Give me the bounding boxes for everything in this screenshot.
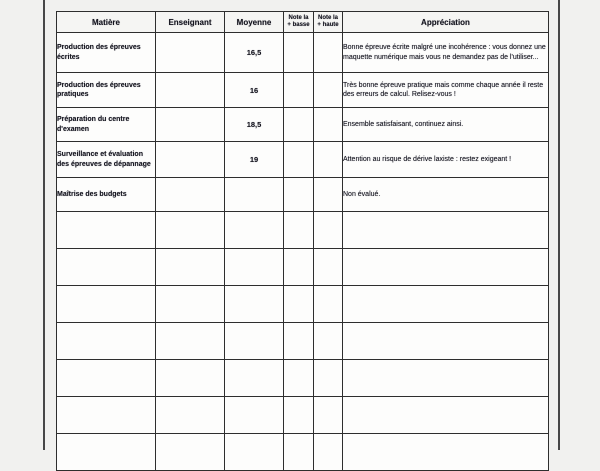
note-basse-label-line1: Note la xyxy=(288,14,309,21)
moyenne-cell: 19 xyxy=(225,142,284,178)
appreciation-cell: Attention au risque de dérive laxiste : restez exigeant ! xyxy=(343,142,549,178)
empty-cell xyxy=(284,249,314,286)
empty-cell xyxy=(314,286,343,323)
note-basse-cell xyxy=(284,142,314,178)
empty-table-row xyxy=(57,323,549,360)
empty-cell xyxy=(284,434,314,471)
enseignant-cell xyxy=(156,108,225,142)
empty-table-row xyxy=(57,397,549,434)
empty-cell xyxy=(343,360,549,397)
empty-cell xyxy=(284,286,314,323)
matiere-cell: Production des épreuves écrites xyxy=(57,33,156,73)
empty-cell xyxy=(225,249,284,286)
matiere-cell: Surveillance et évaluation des épreuves de dépannage xyxy=(57,142,156,178)
table-row xyxy=(57,33,549,73)
table-body xyxy=(57,33,549,471)
empty-table-row xyxy=(57,249,549,286)
empty-cell xyxy=(284,212,314,249)
evaluation-table xyxy=(56,11,549,471)
appreciation-cell: Ensemble satisfaisant, continuez ainsi. xyxy=(343,108,549,142)
empty-cell xyxy=(314,434,343,471)
empty-cell xyxy=(156,434,225,471)
empty-cell xyxy=(225,397,284,434)
moyenne-cell xyxy=(225,178,284,212)
matiere-cell: Maîtrise des budgets xyxy=(57,178,156,212)
appreciation-cell: Non évalué. xyxy=(343,178,549,212)
empty-cell xyxy=(343,249,549,286)
empty-cell xyxy=(314,397,343,434)
empty-cell xyxy=(225,434,284,471)
enseignant-cell xyxy=(156,33,225,73)
page-edge-line-left xyxy=(43,0,45,450)
enseignant-cell xyxy=(156,142,225,178)
empty-cell xyxy=(57,434,156,471)
empty-cell xyxy=(284,323,314,360)
empty-cell xyxy=(57,286,156,323)
empty-cell xyxy=(225,212,284,249)
note-haute-cell xyxy=(314,108,343,142)
note-haute-cell xyxy=(314,33,343,73)
column-header-note-haute xyxy=(314,12,343,33)
empty-cell xyxy=(156,212,225,249)
empty-cell xyxy=(57,323,156,360)
table-row xyxy=(57,108,549,142)
column-header-note-basse xyxy=(284,12,314,33)
empty-table-row xyxy=(57,286,549,323)
column-header-matiere: Matière xyxy=(57,12,156,33)
page-edge-line-right xyxy=(558,0,560,450)
table-row xyxy=(57,73,549,108)
empty-cell xyxy=(57,397,156,434)
table-row xyxy=(57,142,549,178)
matiere-cell: Production des épreuves pratiques xyxy=(57,73,156,108)
moyenne-cell: 18,5 xyxy=(225,108,284,142)
empty-cell xyxy=(225,286,284,323)
empty-cell xyxy=(284,397,314,434)
empty-cell xyxy=(314,360,343,397)
note-haute-cell xyxy=(314,73,343,108)
enseignant-cell xyxy=(156,73,225,108)
appreciation-cell: Bonne épreuve écrite malgré une incohérence : vous donnez une maquette numérique mais vous ne demandez pas de l'utiliser... xyxy=(343,33,549,73)
note-haute-label-line2: + haute xyxy=(317,22,339,28)
empty-table-row xyxy=(57,360,549,397)
note-haute-cell xyxy=(314,142,343,178)
empty-cell xyxy=(225,323,284,360)
moyenne-cell: 16,5 xyxy=(225,33,284,73)
note-haute-cell xyxy=(314,178,343,212)
empty-cell xyxy=(156,286,225,323)
empty-cell xyxy=(343,212,549,249)
empty-cell xyxy=(314,249,343,286)
empty-table-row xyxy=(57,434,549,471)
empty-cell xyxy=(156,323,225,360)
column-header-enseignant: Enseignant xyxy=(156,12,225,33)
empty-cell xyxy=(225,360,284,397)
empty-cell xyxy=(57,360,156,397)
empty-cell xyxy=(284,360,314,397)
empty-cell xyxy=(57,212,156,249)
enseignant-cell xyxy=(156,178,225,212)
empty-cell xyxy=(343,397,549,434)
note-basse-cell xyxy=(284,178,314,212)
note-basse-cell xyxy=(284,108,314,142)
column-header-moyenne: Moyenne xyxy=(225,12,284,33)
note-basse-label-line2: + basse xyxy=(287,22,310,28)
column-header-appreciation: Appréciation xyxy=(343,12,549,33)
note-basse-cell xyxy=(284,73,314,108)
empty-cell xyxy=(156,360,225,397)
note-haute-label-line1: Note la xyxy=(317,14,338,21)
table-header-row xyxy=(57,12,549,33)
note-basse-cell xyxy=(284,33,314,73)
empty-cell xyxy=(343,323,549,360)
empty-cell xyxy=(343,434,549,471)
appreciation-cell: Très bonne épreuve pratique mais comme chaque année il reste des erreurs de calcul. Relisez-vous ! xyxy=(343,73,549,108)
matiere-cell: Préparation du centre d'examen xyxy=(57,108,156,142)
empty-table-row xyxy=(57,212,549,249)
empty-cell xyxy=(343,286,549,323)
empty-cell xyxy=(156,249,225,286)
empty-cell xyxy=(57,249,156,286)
empty-cell xyxy=(314,323,343,360)
moyenne-cell: 16 xyxy=(225,73,284,108)
empty-cell xyxy=(314,212,343,249)
empty-cell xyxy=(156,397,225,434)
table-row xyxy=(57,178,549,212)
